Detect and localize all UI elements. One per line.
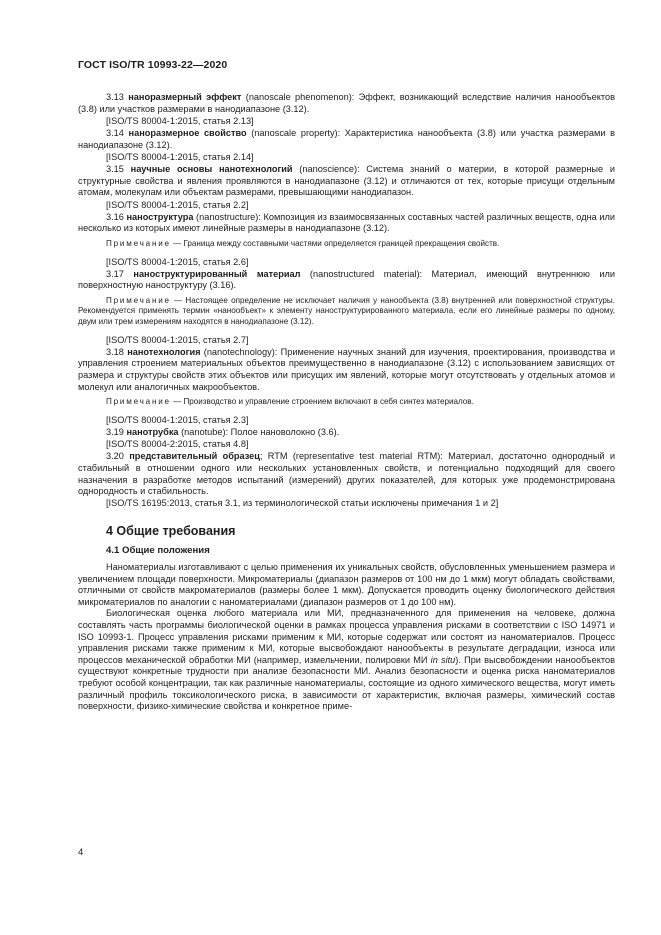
term-source: [ISO/TS 80004-1:2015, статья 2.13] (106, 115, 254, 126)
term-source: [ISO/TS 80004-1:2015, статья 2.7] (106, 334, 249, 345)
italic-term: in situ (430, 654, 456, 665)
term-source: [ISO/TS 16195:2013, статья 3.1, из терминологической статьи исключены примечания 1 и 2] (106, 498, 499, 509)
document-body (78, 92, 615, 713)
page-number: 4 (78, 847, 84, 858)
note-label: Примечание (106, 239, 171, 249)
term-title: наноразмерный эффект (128, 92, 242, 102)
term-title: наноструктура (126, 211, 194, 222)
term-title: нанотрубка (126, 426, 179, 437)
term-entry-3-18: 3.18 нанотехнология (nanotechnology): Применение научных знаний для изучения, проектирования, производства и управления строением материальных объектов преимущественно в нанодиапазоне (3.12) с использованием зависящих от размера и структуры свойств этих объектов или присущих им явлений, которые могут отсутствовать у отдельных атомов и молекул или аналогичных макрообъектов. (78, 346, 615, 392)
section-heading: 4 Общие требования (106, 524, 236, 539)
term-source: [ISO/TS 80004-1:2015, статья 2.6] (106, 256, 249, 267)
term-source: [ISO/TS 80004-1:2015, статья 2.2] (106, 199, 249, 210)
term-title: нанотехнология (127, 346, 201, 357)
term-source: [ISO/TS 80004-1:2015, статья 2.3] (106, 414, 249, 425)
term-title: научные основы нанотехнологий (130, 164, 293, 175)
term-source: [ISO/TS 80004-1:2015, статья 2.14] (106, 152, 254, 163)
term-entry-3-20: 3.20 представительный образец; RTM (representative test material RTM): Материал, достаточно однородный и стабильный в отношении одного или нескольких установленных свойств, и потенциально подходящий для своего назначения в разработке методов испытаний (измерений) других показателей, для которых уже продемонстрирована однородность и стабильность. (78, 451, 615, 497)
subsection-heading: 4.1 Общие положения (106, 545, 210, 557)
term-note: Примечание — Производство и управление строением включают в себя синтез материалов. (106, 397, 474, 407)
term-note: Примечание — Граница между составными частями определяется границей прекращения свойств. (106, 239, 500, 249)
term-entry-3-19: 3.19 нанотрубка (nanotube): Полое нановолокно (3.6). (106, 426, 340, 437)
note-label: Примечание (106, 397, 171, 407)
term-title: наноразмерное свойство (128, 128, 247, 139)
term-entry-3-15: 3.15 научные основы нанотехнологий (nanoscience): Система знаний о материи, в которой размерные и структурные свойства и явления проявляются в нанодиапазоне (3.12) и отличаются от тех, которые присущи отдельным атомам, молекулам или объектам размерами, превышающими нанодиапазон. (78, 164, 615, 198)
term-title: представительный образец (129, 451, 260, 462)
term-source: [ISO/TS 80004-2:2015, статья 4.8] (106, 439, 249, 450)
body-paragraph: Наноматериалы изготавливают с целью применения их уникальных свойств, обусловленных уменьшением размера и увеличением площади поверхности. Микроматериалы (диапазон размеров от 100 нм до 1 мкм) могут обладать свойствами, отличными от свойств макроматериалов (размеры более 1 мкм). Допускается проводить оценку биологического действия микроматериалов по аналогии с наноматериалами (диапазон размеров от 1 до 100 нм). (78, 562, 615, 607)
body-paragraph: Биологическая оценка любого материала или МИ, предназначенного для применения на человеке, должна составлять часть программы биологической оценки в рамках процесса управления рисками в соответствии с ISO 14971 и ISO 10993-1. Процесс управления рисками применим к МИ, которые содержат или состоят из наноматериалов. Процесс управления рисками также применим к МИ, которые высвобождают нанообъекты в результате деградации, износа или процессов механической обработки МИ (например, измельчении, полировки МИ in situ). При высвобождении нанообъектов существуют конкретные трудности при анализе безопасности МИ. Анализ безопасности и оценка риска наноматериалов требуют особой концентрации, так как различные наноматериалы, состоящие из одного химического вещества, могут иметь различный профиль токсикологического риска, в зависимости от характеристик, включая размеры, химический состав поверхности, физико-химические свойства и конкретное приме- (78, 608, 615, 712)
document-header: ГОСТ ISO/TR 10993-22—2020 (78, 59, 228, 71)
term-entry-3-14: 3.14 наноразмерное свойство (nanoscale property): Характеристика нанообъекта (3.8) или участка размерами в нанодиапазоне (3.12). (78, 128, 615, 150)
term-note: Примечание — Настоящее определение не исключает наличия у нанообъекта (3.8) внутренней или поверхностной структуры. Рекомендуется применять термин «нанообъект» к элементу наноструктурированного материала, если его линейные размеры по одному, двум или трем измерениям находятся в нанодиапазоне (3.12). (78, 295, 615, 327)
term-entry-3-16: 3.16 наноструктура (nanostructure): Композиция из взаимосвязанных составных частей различных веществ, одна или несколько из которых имеют линейные размеры в нанодиапазоне (3.12). (78, 211, 615, 234)
term-entry-3-17: 3.17 наноструктурированный материал (nanostructured material): Материал, имеющий внутреннюю или поверхностную наноструктуру (3.16). (78, 268, 615, 291)
term-title: наноструктурированный материал (133, 268, 301, 279)
note-label: Примечание (106, 295, 171, 305)
term-entry-3-13: 3.13 наноразмерный эффект (nanoscale phenomenon): Эффект, возникающий вследствие наличия нанообъектов (3.8) или участков размерами в нанодиапазоне (3.12). (78, 92, 615, 114)
